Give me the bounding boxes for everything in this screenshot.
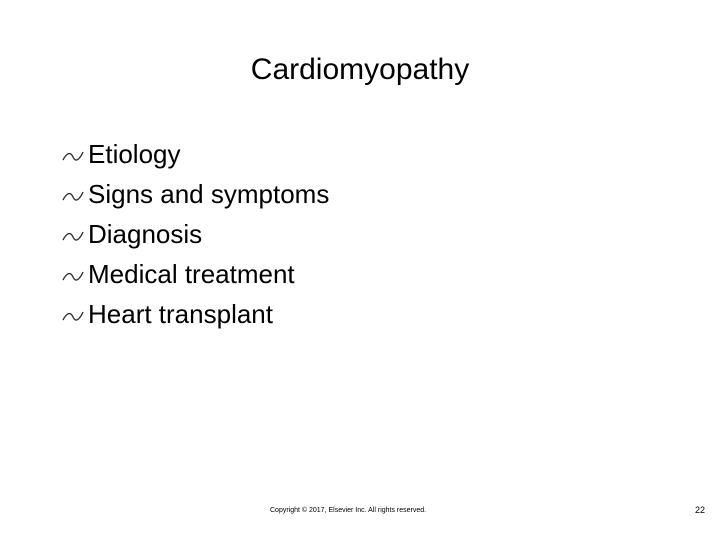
bullet-text: Medical treatment <box>88 258 295 289</box>
bullet-item <box>62 254 329 294</box>
bullet-item <box>62 214 329 254</box>
bullet-item <box>62 174 329 214</box>
copyright-notice: Copyright © 2017, Elsevier Inc. All rights reserved. <box>270 507 427 514</box>
bullet-text: Etiology <box>88 138 181 169</box>
bullet-item <box>62 294 329 334</box>
swoosh-bullet-icon <box>62 189 84 203</box>
page-number: 22 <box>694 505 705 515</box>
swoosh-bullet-icon <box>62 149 84 163</box>
bullet-text: Heart transplant <box>88 298 273 329</box>
bullet-list <box>62 134 329 334</box>
bullet-text: Signs and symptoms <box>88 178 330 209</box>
swoosh-bullet-icon <box>62 269 84 283</box>
bullet-item <box>62 134 329 174</box>
swoosh-bullet-icon <box>62 309 84 323</box>
swoosh-bullet-icon <box>62 229 84 243</box>
slide-title: Cardiomyopathy <box>250 53 470 86</box>
bullet-text: Diagnosis <box>88 218 203 249</box>
